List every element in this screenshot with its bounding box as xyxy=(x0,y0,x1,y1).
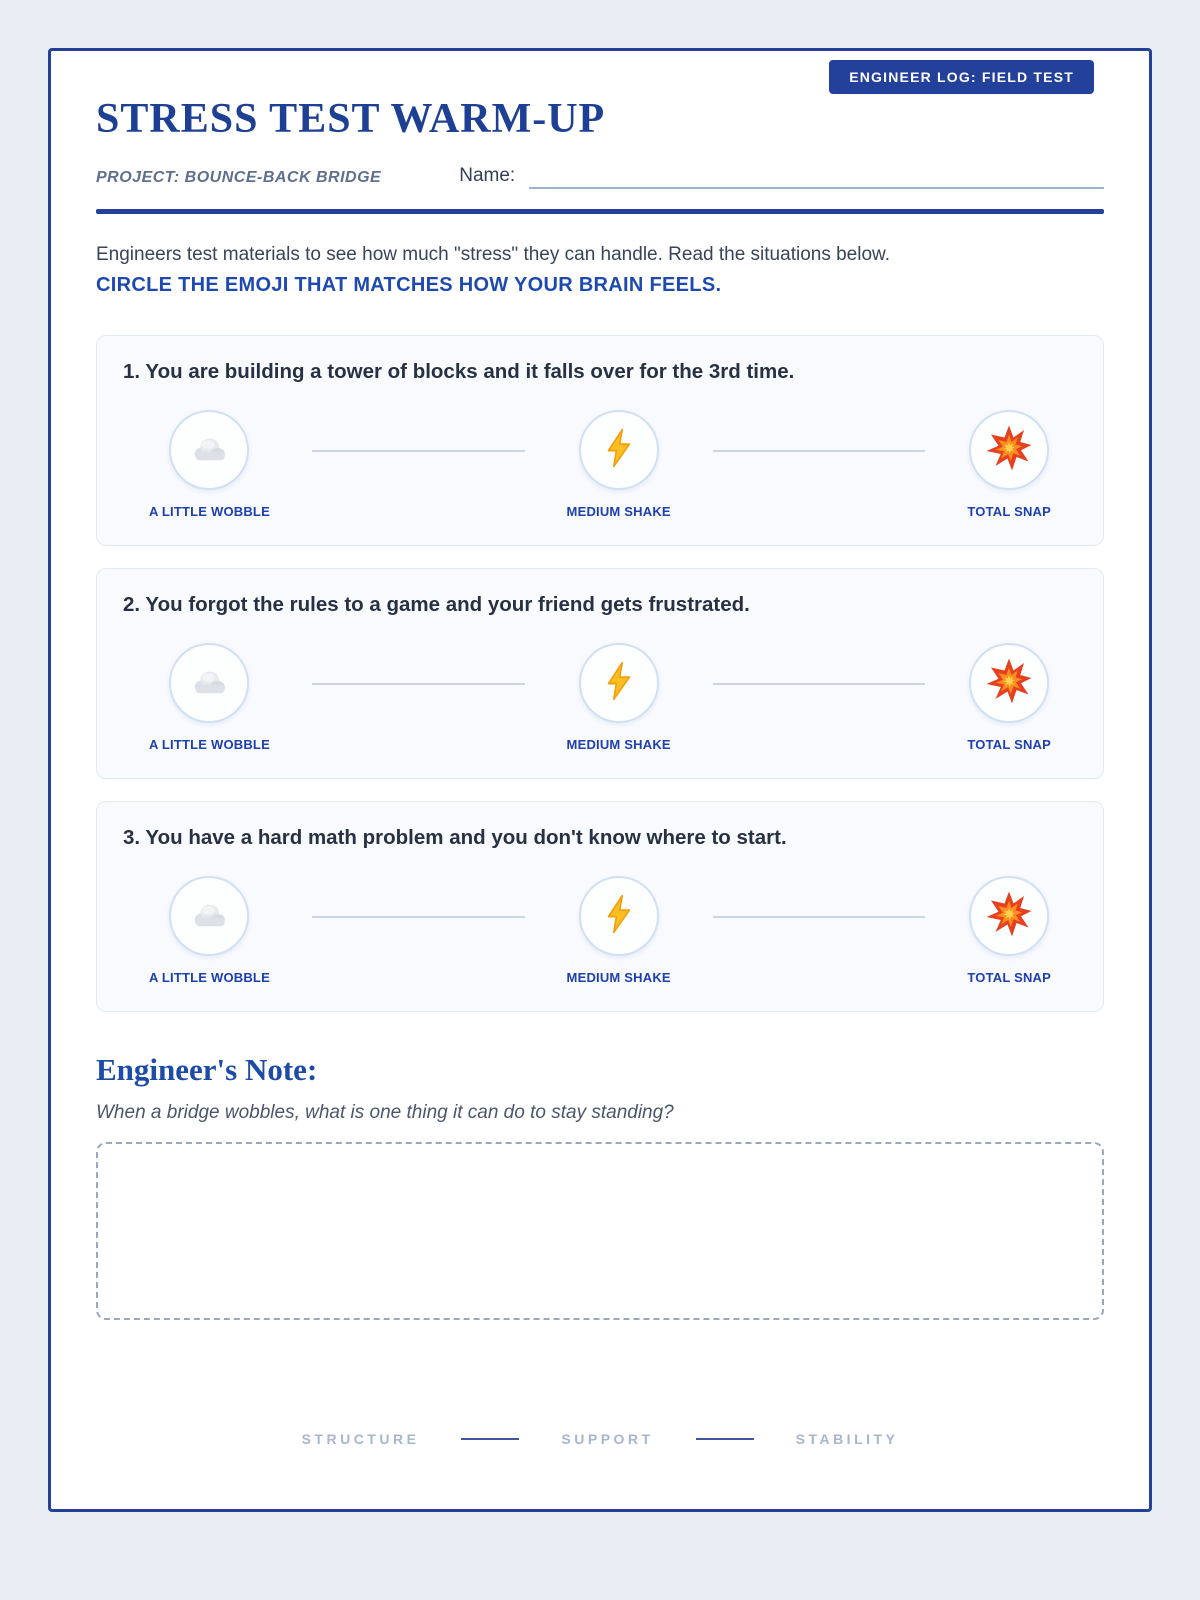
emoji-circle xyxy=(579,876,659,956)
cloud-icon xyxy=(186,425,232,476)
option-label: A LITTLE WOBBLE xyxy=(149,970,270,985)
option-total-snap[interactable] xyxy=(967,643,1051,752)
option-medium-shake[interactable] xyxy=(567,410,671,519)
connector-line xyxy=(713,450,926,452)
connector-line xyxy=(713,916,926,918)
connector-line xyxy=(312,450,525,452)
question-card-2 xyxy=(96,568,1104,779)
question-text: 2. You forgot the rules to a game and your friend gets frustrated. xyxy=(123,593,750,616)
emoji-circle xyxy=(969,876,1049,956)
question-text: 3. You have a hard math problem and you don't know where to start. xyxy=(123,826,787,849)
footer-word-structure: STRUCTURE xyxy=(301,1431,420,1447)
option-label: TOTAL SNAP xyxy=(967,737,1052,752)
note-heading: Engineer's Note: xyxy=(96,1052,318,1087)
question-text: 1. You are building a tower of blocks and it falls over for the 3rd time. xyxy=(123,360,795,383)
option-label: MEDIUM SHAKE xyxy=(566,737,671,752)
option-medium-shake[interactable] xyxy=(567,643,671,752)
footer-word-stability: STABILITY xyxy=(795,1431,899,1447)
footer-divider-line xyxy=(461,1438,519,1440)
option-label: A LITTLE WOBBLE xyxy=(149,504,270,519)
engineer-log-badge: ENGINEER LOG: FIELD TEST xyxy=(829,60,1094,94)
connector-line xyxy=(312,683,525,685)
footer-motto xyxy=(96,1431,1104,1447)
emoji-options-row xyxy=(123,876,1077,985)
emoji-circle xyxy=(969,643,1049,723)
option-label: MEDIUM SHAKE xyxy=(566,970,671,985)
note-prompt: When a bridge wobbles, what is one thing it can do to stay standing? xyxy=(96,1102,674,1123)
emoji-options-row xyxy=(123,643,1077,752)
option-label: TOTAL SNAP xyxy=(967,970,1052,985)
intro-text: Engineers test materials to see how much "stress" they can handle. Read the situations below. xyxy=(96,244,890,265)
option-medium-shake[interactable] xyxy=(567,876,671,985)
option-total-snap[interactable] xyxy=(967,876,1051,985)
answer-box[interactable] xyxy=(96,1142,1104,1320)
option-label: TOTAL SNAP xyxy=(967,504,1052,519)
emoji-circle xyxy=(169,643,249,723)
emoji-circle xyxy=(969,410,1049,490)
explosion-icon xyxy=(985,424,1033,477)
explosion-icon xyxy=(985,657,1033,710)
connector-line xyxy=(312,916,525,918)
connector-line xyxy=(713,683,926,685)
name-input-line[interactable] xyxy=(529,163,1104,189)
lightning-icon xyxy=(598,660,640,707)
explosion-icon xyxy=(985,890,1033,943)
option-label: A LITTLE WOBBLE xyxy=(149,737,270,752)
project-label: PROJECT: BOUNCE-BACK BRIDGE xyxy=(96,169,382,186)
emoji-circle xyxy=(579,643,659,723)
worksheet-page xyxy=(48,48,1152,1512)
header-meta-row xyxy=(96,163,1104,189)
option-little-wobble[interactable] xyxy=(149,643,270,752)
footer-word-support: SUPPORT xyxy=(561,1431,654,1447)
cloud-icon xyxy=(186,658,232,709)
lightning-icon xyxy=(598,893,640,940)
option-little-wobble[interactable] xyxy=(149,876,270,985)
option-label: MEDIUM SHAKE xyxy=(566,504,671,519)
option-little-wobble[interactable] xyxy=(149,410,270,519)
instruction-text: CIRCLE THE EMOJI THAT MATCHES HOW YOUR BRAIN FEELS. xyxy=(96,274,722,296)
question-card-3 xyxy=(96,801,1104,1012)
footer-divider-line xyxy=(696,1438,754,1440)
option-total-snap[interactable] xyxy=(967,410,1051,519)
cloud-icon xyxy=(186,891,232,942)
lightning-icon xyxy=(598,427,640,474)
emoji-circle xyxy=(579,410,659,490)
emoji-circle xyxy=(169,876,249,956)
header-divider xyxy=(96,209,1104,214)
page-title: STRESS TEST WARM-UP xyxy=(96,96,606,142)
emoji-options-row xyxy=(123,410,1077,519)
name-label: Name: xyxy=(459,165,516,186)
question-card-1 xyxy=(96,335,1104,546)
emoji-circle xyxy=(169,410,249,490)
